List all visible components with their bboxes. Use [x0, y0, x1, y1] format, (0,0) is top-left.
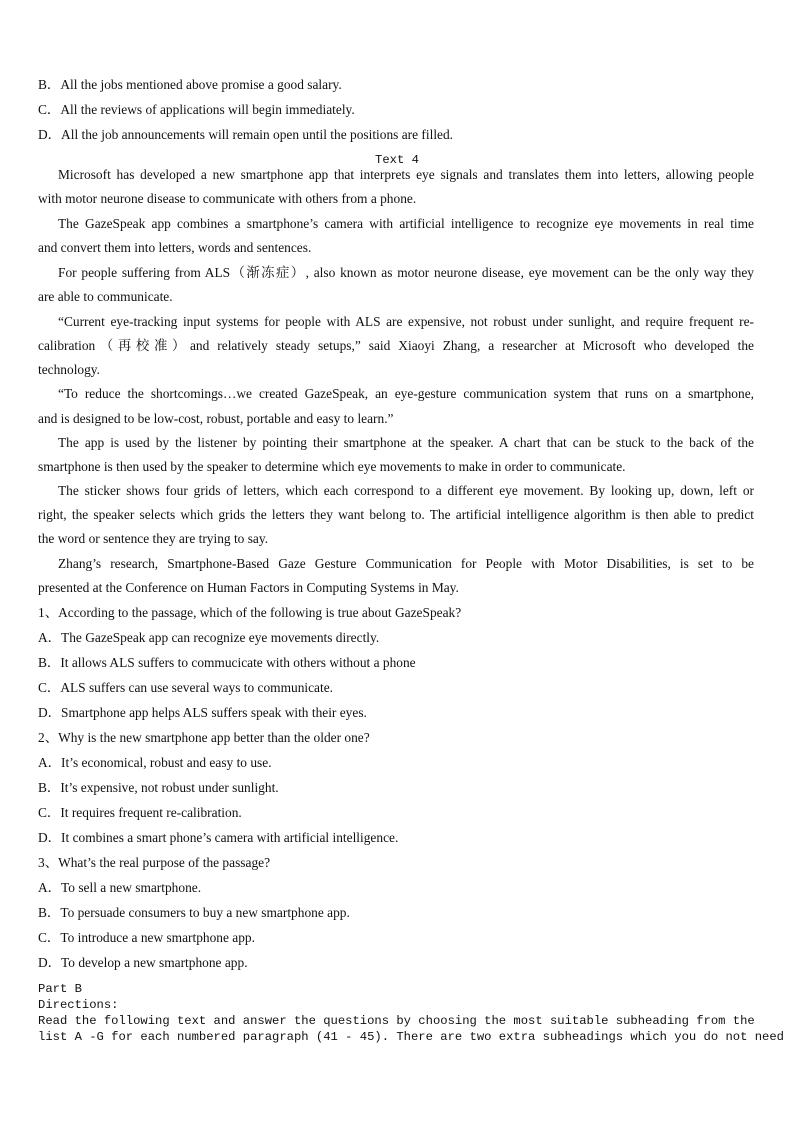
passage-line: with motor neurone disease to communicate with others from a phone.	[38, 191, 417, 206]
answer-option: C．ALS suffers can use several ways to communicate.	[38, 680, 334, 695]
option-d: D．All the job announcements will remain open until the positions are filled.	[38, 127, 454, 142]
answer-option: C．To introduce a new smartphone app.	[38, 930, 255, 945]
text4-heading: Text 4	[375, 153, 419, 167]
directions-label: Directions:	[38, 998, 119, 1012]
passage-line: The GazeSpeak app combines a smartphone’s camera with artificial intelligence to recognize eye movements in real time	[58, 216, 754, 231]
passage-line: calibration（再校准）and relatively steady setups,” said Xiaoyi Zhang, a researcher at Microsoft who developed the	[38, 338, 754, 353]
question-stem: 1、According to the passage, which of the following is true about GazeSpeak?	[38, 605, 462, 620]
answer-option: D．It combines a smart phone’s camera with artificial intelligence.	[38, 830, 399, 845]
answer-option: B．To persuade consumers to buy a new smartphone app.	[38, 905, 350, 920]
answer-option: D．To develop a new smartphone app.	[38, 955, 248, 970]
passage-line: “Current eye-tracking input systems for people with ALS are expensive, not robust under sunlight, and require frequent re-	[58, 314, 754, 329]
answer-option: A．It’s economical, robust and easy to use.	[38, 755, 272, 770]
passage-line: presented at the Conference on Human Factors in Computing Systems in May.	[38, 580, 459, 595]
option-b: B．All the jobs mentioned above promise a good salary.	[38, 77, 342, 92]
passage-line: and convert them into letters, words and sentences.	[38, 240, 312, 255]
answer-option: C．It requires frequent re-calibration.	[38, 805, 242, 820]
passage-line: and is designed to be low-cost, robust, portable and easy to learn.”	[38, 411, 394, 426]
passage-line: right, the speaker selects which grids the letters they want belong to. The artificial intelligence algorithm is then able to predict	[38, 507, 754, 522]
question-stem: 3、What’s the real purpose of the passage?	[38, 855, 271, 870]
part-b-title: Part B	[38, 982, 82, 996]
passage-line: technology.	[38, 362, 100, 377]
passage-line: are able to communicate.	[38, 289, 173, 304]
passage-line: smartphone is then used by the speaker to determine which eye movements to make in order to communicate.	[38, 459, 626, 474]
passage-line: For people suffering from ALS（渐冻症）, also known as motor neurone disease, eye movement can be the only way they	[58, 265, 754, 280]
directions-line: list A -G for each numbered paragraph (41 - 45). There are two extra subheadings which you do not need	[38, 1030, 784, 1044]
directions-line: Read the following text and answer the questions by choosing the most suitable subheading from the	[38, 1014, 755, 1028]
answer-option: A．To sell a new smartphone.	[38, 880, 202, 895]
passage-line: Microsoft has developed a new smartphone app that interprets eye signals and translates them into letters, allowing people	[58, 167, 754, 182]
passage-line: “To reduce the shortcomings…we created GazeSpeak, an eye-gesture communication system that runs on a smartphone,	[58, 386, 754, 401]
question-stem: 2、Why is the new smartphone app better than the older one?	[38, 730, 370, 745]
option-c: C．All the reviews of applications will begin immediately.	[38, 102, 355, 117]
answer-option: D．Smartphone app helps ALS suffers speak with their eyes.	[38, 705, 367, 720]
passage-line: the word or sentence they are trying to say.	[38, 531, 269, 546]
answer-option: A．The GazeSpeak app can recognize eye movements directly.	[38, 630, 380, 645]
answer-option: B．It’s expensive, not robust under sunlight.	[38, 780, 279, 795]
passage-line: The sticker shows four grids of letters, which each correspond to a different eye movement. By looking up, down, left or	[58, 483, 754, 498]
answer-option: B．It allows ALS suffers to commucicate with others without a phone	[38, 655, 416, 670]
passage-line: Zhang’s research, Smartphone-Based Gaze Gesture Communication for People with Motor Disabilities, is set to be	[58, 556, 754, 571]
passage-line: The app is used by the listener by pointing their smartphone at the speaker. A chart that can be stuck to the back of the	[58, 435, 754, 450]
